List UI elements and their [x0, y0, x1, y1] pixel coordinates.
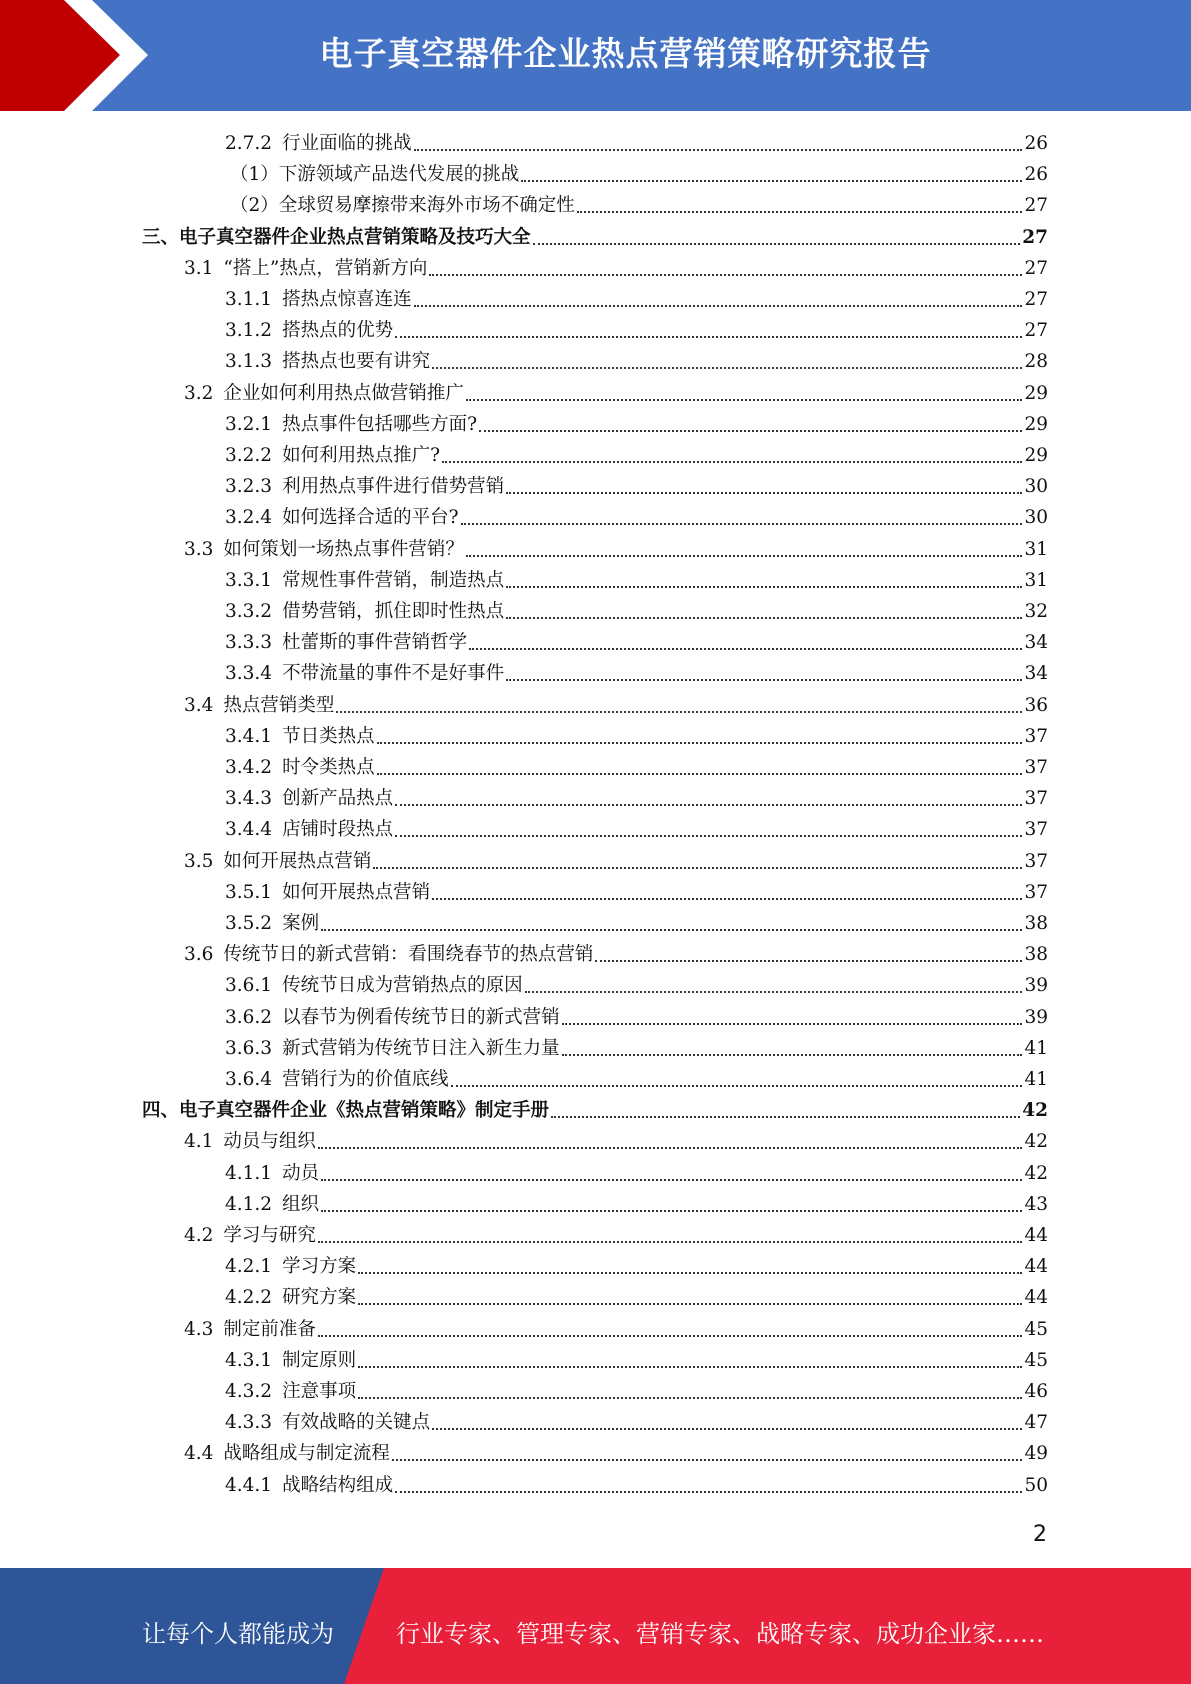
toc-dot-leader: [321, 1179, 1022, 1181]
toc-entry-title: 下游领域产品迭代发展的挑战: [278, 164, 520, 186]
toc-entry[interactable]: [184, 378, 1048, 409]
toc-entry[interactable]: [225, 346, 1048, 377]
footer-slogan-right: 行业专家、管理专家、营销专家、战略专家、成功企业家……: [396, 1620, 1044, 1648]
toc-entry[interactable]: [225, 970, 1048, 1001]
toc-entry-page: 26: [1024, 164, 1048, 186]
toc-entry-page: 30: [1024, 507, 1048, 529]
toc-entry-title: 传统节日成为营销热点的原因: [282, 975, 523, 997]
toc-entry-title: 热点事件包括哪些方面?: [282, 413, 477, 435]
toc-entry-page: 29: [1024, 445, 1048, 466]
toc-entry-title: 学习方案: [282, 1256, 357, 1278]
toc-entry-page: 27: [1022, 226, 1048, 248]
toc-dot-leader: [318, 1147, 1023, 1149]
toc-dot-leader: [318, 1241, 1023, 1243]
toc-entry-title: 时令类热点: [282, 757, 375, 778]
toc-entry-title: 搭热点的优势: [282, 320, 394, 342]
toc-entry-number: 3.6.1: [225, 975, 273, 997]
toc-dot-leader: [392, 1459, 1023, 1461]
toc-dot-leader: [432, 1428, 1022, 1430]
toc-entry-page: 34: [1024, 632, 1048, 654]
toc-entry[interactable]: [225, 908, 1048, 939]
toc-entry[interactable]: [225, 284, 1048, 315]
toc-entry-page: 37: [1024, 881, 1048, 903]
toc-entry-page: 41: [1024, 1069, 1048, 1090]
toc-entry-number: 3.4.3: [225, 788, 273, 810]
toc-entry-title: 利用热点事件进行借势营销: [282, 476, 505, 498]
toc-entry-number: 3.1.3: [225, 351, 273, 373]
toc-entry-title: 战略结构组成: [282, 1474, 394, 1496]
toc-entry[interactable]: [225, 1189, 1048, 1220]
toc-entry-page: 45: [1024, 1318, 1048, 1340]
toc-entry-page: 45: [1024, 1349, 1048, 1371]
toc-dot-leader: [442, 461, 1022, 463]
toc-entry[interactable]: [184, 1438, 1048, 1469]
toc-entry[interactable]: [225, 565, 1048, 596]
toc-entry-number: 4.4.1: [225, 1474, 273, 1496]
toc-entry-title: 动员与组织: [223, 1131, 316, 1153]
toc-entry[interactable]: [225, 783, 1048, 814]
toc-dot-leader: [533, 243, 1021, 245]
toc-entry-number: 3.3.2: [225, 601, 273, 622]
toc-entry-title: 战略组成与制定流程: [223, 1443, 390, 1465]
toc-dot-leader: [395, 1491, 1022, 1493]
toc-entry-number: 3.4.1: [225, 725, 273, 747]
toc-entry-page: 38: [1024, 944, 1048, 966]
toc-entry[interactable]: [184, 1220, 1048, 1251]
toc-entry[interactable]: [225, 596, 1048, 627]
toc-entry-title: 常规性事件营销，制造热点: [282, 569, 505, 591]
toc-entry-title: 四、电子真空器件企业《热点营销策略》制定手册: [142, 1100, 550, 1122]
toc-entry[interactable]: [225, 1064, 1048, 1095]
toc-entry[interactable]: [184, 939, 1048, 970]
toc-dot-leader: [595, 960, 1022, 962]
toc-entry[interactable]: [184, 534, 1048, 565]
toc-dot-leader: [577, 211, 1023, 213]
toc-entry-title: 热点营销类型: [223, 694, 335, 716]
toc-entry[interactable]: [184, 1314, 1048, 1345]
toc-entry-number: 3.1: [184, 257, 214, 279]
toc-entry[interactable]: [225, 1158, 1048, 1189]
toc-entry[interactable]: [184, 1126, 1048, 1157]
toc-entry-number: 3.1.1: [225, 289, 273, 310]
toc-dot-leader: [395, 804, 1022, 806]
toc-entry[interactable]: [225, 1376, 1048, 1407]
toc-entry-title: 不带流量的事件不是好事件: [282, 663, 505, 685]
toc-entry-page: 42: [1022, 1100, 1048, 1122]
toc-entry-number: 4.1: [184, 1131, 214, 1153]
toc-dot-leader: [321, 1210, 1022, 1212]
toc-entry[interactable]: [225, 128, 1048, 159]
toc-dot-leader: [373, 867, 1022, 869]
footer-slogan-left: 让每个人都能成为: [142, 1620, 334, 1648]
toc-entry-page: 46: [1024, 1381, 1048, 1402]
toc-entry-title: 制定原则: [282, 1349, 357, 1371]
toc-entry-title: 传统节日的新式营销：看围绕春节的热点营销: [223, 944, 594, 966]
toc-entry-page: 32: [1024, 601, 1048, 622]
toc-dot-leader: [358, 1397, 1022, 1399]
toc-entry-number: （2）: [230, 195, 279, 217]
toc-entry-page: 44: [1024, 1256, 1048, 1278]
toc-entry[interactable]: [184, 690, 1048, 721]
toc-dot-leader: [395, 336, 1022, 338]
toc-entry-page: 44: [1024, 1287, 1048, 1309]
toc-entry-number: 3.5.1: [225, 881, 273, 903]
toc-entry-number: 3.3: [184, 538, 214, 560]
toc-entry-number: 3.3.1: [225, 569, 273, 591]
toc-entry[interactable]: [225, 1282, 1048, 1313]
toc-dot-leader: [358, 1366, 1022, 1368]
toc-entry-number: 3.5: [184, 850, 214, 872]
toc-dot-leader: [429, 274, 1022, 276]
toc-entry-number: 4.2: [184, 1225, 214, 1246]
toc-entry-title: 以春节为例看传统节日的新式营销: [282, 1006, 560, 1028]
toc-entry-number: 4.2.2: [225, 1287, 273, 1309]
toc-entry[interactable]: [225, 471, 1048, 502]
toc-entry-title: 借势营销，抓住即时性热点: [282, 601, 505, 622]
toc-entry[interactable]: [225, 658, 1048, 689]
toc-entry-page: 31: [1024, 538, 1048, 560]
toc-entry-page: 37: [1024, 788, 1048, 810]
toc-entry[interactable]: [225, 752, 1048, 783]
toc-entry-number: 4.3: [184, 1318, 214, 1340]
toc-entry-title: 如何利用热点推广?: [282, 445, 440, 466]
toc-entry-title: 搭热点惊喜连连: [282, 289, 412, 310]
toc-entry[interactable]: [225, 1407, 1048, 1438]
toc-dot-leader: [562, 1023, 1023, 1025]
toc-entry-title: 店铺时段热点: [282, 819, 394, 841]
toc-entry-number: 3.2.1: [225, 413, 273, 435]
toc-dot-leader: [466, 555, 1023, 557]
toc-entry[interactable]: [225, 440, 1048, 471]
toc-entry-number: 3.6.4: [225, 1069, 273, 1090]
toc-entry-page: 26: [1024, 133, 1048, 154]
toc-dot-leader: [506, 679, 1022, 681]
toc-entry-number: 3.2.2: [225, 445, 273, 466]
toc-entry-number: 3.6.3: [225, 1037, 273, 1059]
toc-entry-title: 搭热点也要有讲究: [282, 351, 431, 373]
toc-dot-leader: [358, 1303, 1022, 1305]
toc-entry-page: 29: [1024, 382, 1048, 404]
toc-entry-title: “搭上”热点，营销新方向: [223, 257, 428, 279]
toc-entry-title: 如何选择合适的平台?: [282, 507, 459, 529]
toc-entry-page: 34: [1024, 663, 1048, 685]
toc-entry-number: 3.5.2: [225, 913, 273, 934]
toc-entry[interactable]: [184, 846, 1048, 877]
toc-entry-page: 36: [1024, 694, 1048, 716]
toc-entry-number: 4.4: [184, 1443, 214, 1465]
toc-entry-page: 37: [1024, 725, 1048, 747]
toc-dot-leader: [318, 1335, 1023, 1337]
toc-entry-page: 30: [1024, 476, 1048, 498]
toc-entry-page: 27: [1024, 257, 1048, 279]
toc-entry-page: 50: [1024, 1474, 1048, 1496]
toc-entry-title: 注意事项: [282, 1381, 357, 1402]
toc-entry-title: 动员: [282, 1162, 320, 1184]
toc-entry-number: 3.3.3: [225, 632, 273, 654]
toc-entry-title: 行业面临的挑战: [282, 133, 412, 154]
toc-entry[interactable]: [225, 409, 1048, 440]
toc-dot-leader: [466, 399, 1023, 401]
toc-dot-leader: [506, 617, 1022, 619]
toc-entry-number: 4.1.2: [225, 1193, 273, 1215]
toc-entry-page: 27: [1024, 289, 1048, 310]
toc-entry-title: 新式营销为传统节日注入新生力量: [282, 1037, 560, 1059]
toc-entry-page: 43: [1024, 1193, 1048, 1215]
toc-dot-leader: [358, 1272, 1022, 1274]
toc-dot-leader: [506, 586, 1022, 588]
toc-entry[interactable]: [230, 159, 1048, 190]
toc-dot-leader: [451, 1085, 1023, 1087]
report-title: 电子真空器件企业热点营销策略研究报告: [319, 34, 932, 73]
toc-dot-leader: [336, 711, 1022, 713]
toc-entry-page: 38: [1024, 913, 1048, 934]
toc-entry[interactable]: [225, 315, 1048, 346]
toc-dot-leader: [395, 835, 1022, 837]
toc-entry-page: 37: [1024, 757, 1048, 778]
toc-entry-number: 4.3.1: [225, 1349, 273, 1371]
toc-dot-leader: [562, 1054, 1023, 1056]
toc-dot-leader: [414, 149, 1023, 151]
toc-entry-number: 3.4.4: [225, 819, 273, 841]
toc-entry[interactable]: [142, 1095, 1048, 1126]
toc-dot-leader: [377, 742, 1023, 744]
toc-entry-page: 49: [1024, 1443, 1048, 1465]
toc-entry[interactable]: [225, 721, 1048, 752]
toc-entry-number: 3.1.2: [225, 320, 273, 342]
toc-entry-page: 28: [1024, 351, 1048, 373]
page-footer: [0, 1568, 1191, 1684]
toc-entry-title: 研究方案: [282, 1287, 357, 1309]
toc-entry[interactable]: [225, 627, 1048, 658]
toc-entry-number: 3.2.4: [225, 507, 273, 529]
toc-entry-number: 4.1.1: [225, 1162, 273, 1184]
toc-entry-number: 4.3.3: [225, 1412, 273, 1434]
toc-entry-number: 3.4.2: [225, 757, 273, 778]
toc-entry-title: 营销行为的价值底线: [282, 1069, 449, 1090]
toc-entry-number: （1）: [230, 164, 279, 186]
toc-entry-title: 节日类热点: [282, 725, 375, 747]
toc-entry-page: 37: [1024, 850, 1048, 872]
toc-entry[interactable]: [225, 1470, 1048, 1501]
toc-entry-title: 如何开展热点营销: [282, 881, 431, 903]
toc-entry[interactable]: [225, 1345, 1048, 1376]
toc-entry-title: 有效战略的关键点: [282, 1412, 431, 1434]
toc-entry-title: 全球贸易摩擦带来海外市场不确定性: [278, 195, 575, 217]
toc-entry[interactable]: [142, 222, 1048, 253]
toc-entry-number: 2.7.2: [225, 133, 273, 154]
toc-entry-number: 3.3.4: [225, 663, 273, 685]
toc-entry-page: 27: [1024, 195, 1048, 217]
toc-entry-title: 如何策划一场热点事件营销？: [223, 538, 464, 560]
toc-dot-leader: [461, 523, 1023, 525]
toc-entry-page: 39: [1024, 1006, 1048, 1028]
toc-entry-number: 4.3.2: [225, 1381, 273, 1402]
toc-entry-page: 44: [1024, 1225, 1048, 1246]
toc-entry[interactable]: [225, 814, 1048, 845]
toc-entry[interactable]: [225, 502, 1048, 533]
toc-entry[interactable]: [225, 1251, 1048, 1282]
toc-dot-leader: [377, 773, 1023, 775]
page-header: [0, 0, 1191, 111]
toc-entry-page: 31: [1024, 569, 1048, 591]
toc-entry[interactable]: [225, 877, 1048, 908]
toc-dot-leader: [321, 929, 1022, 931]
toc-dot-leader: [469, 648, 1022, 650]
toc-entry[interactable]: [184, 253, 1048, 284]
page-number: 2: [1033, 1522, 1047, 1547]
toc-dot-leader: [521, 180, 1022, 182]
toc-dot-leader: [414, 305, 1023, 307]
toc-dot-leader: [506, 492, 1022, 494]
toc-entry[interactable]: [230, 190, 1048, 221]
toc-entry[interactable]: [225, 1033, 1048, 1064]
toc-entry-page: 27: [1024, 320, 1048, 342]
toc-dot-leader: [479, 430, 1022, 432]
toc-entry-number: 3.6.2: [225, 1006, 273, 1028]
toc-entry-number: 4.2.1: [225, 1256, 273, 1278]
toc-entry-page: 37: [1024, 819, 1048, 841]
toc-entry-page: 41: [1024, 1037, 1048, 1059]
toc-entry-page: 42: [1024, 1131, 1048, 1153]
toc-dot-leader: [432, 898, 1022, 900]
toc-entry[interactable]: [225, 1002, 1048, 1033]
toc-entry-page: 39: [1024, 975, 1048, 997]
toc-entry-title: 企业如何利用热点做营销推广: [223, 382, 464, 404]
toc-entry-title: 杜蕾斯的事件营销哲学: [282, 632, 468, 654]
toc-entry-number: 3.4: [184, 694, 214, 716]
toc-entry-title: 案例: [282, 913, 320, 934]
toc-entry-number: 3.2.3: [225, 476, 273, 498]
toc-entry-number: 3.2: [184, 382, 214, 404]
toc-entry-page: 42: [1024, 1162, 1048, 1184]
toc-dot-leader: [551, 1116, 1020, 1118]
toc-entry-title: 如何开展热点营销: [223, 850, 372, 872]
toc-entry-page: 29: [1024, 413, 1048, 435]
toc-dot-leader: [525, 991, 1023, 993]
toc-entry-number: 3.6: [184, 944, 214, 966]
toc-dot-leader: [432, 367, 1022, 369]
toc-entry-title: 组织: [282, 1193, 320, 1215]
toc-entry-title: 学习与研究: [223, 1225, 316, 1246]
toc-entry-title: 制定前准备: [223, 1318, 316, 1340]
toc-entry-title: 三、电子真空器件企业热点营销策略及技巧大全: [142, 226, 531, 248]
toc-entry-title: 创新产品热点: [282, 788, 394, 810]
toc-entry-page: 47: [1024, 1412, 1048, 1434]
